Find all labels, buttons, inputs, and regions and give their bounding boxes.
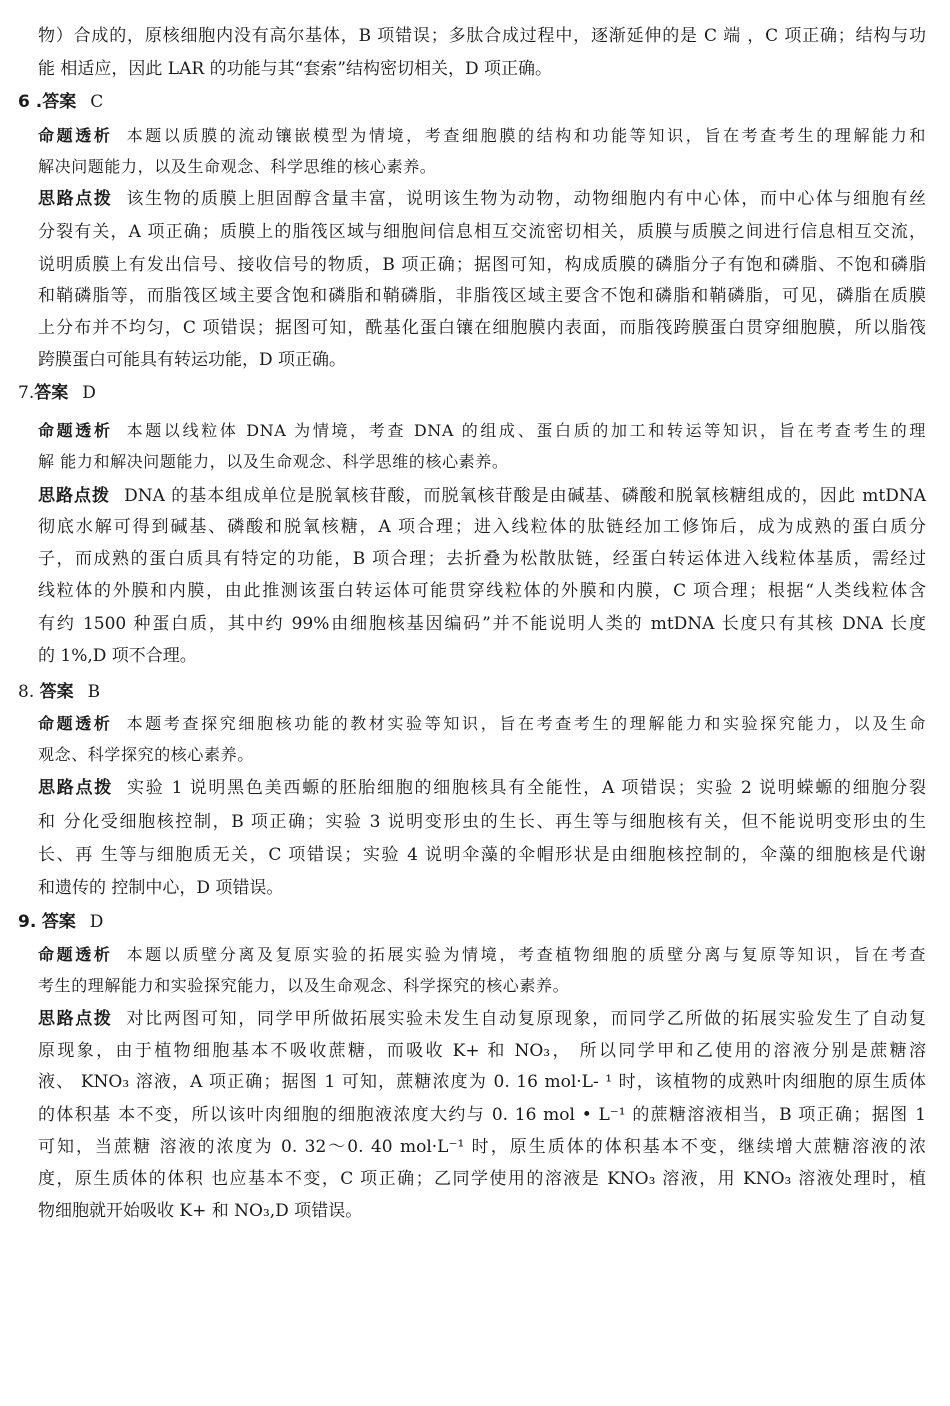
q7-answer-label: 答案 bbox=[34, 383, 69, 403]
q6-purpose-line-2: 解决问题能力，以及生命观念、科学思维的核心素养。 bbox=[38, 157, 437, 176]
q7-hint-label: 思路点拨 bbox=[38, 486, 111, 506]
q8-purpose-line-2: 观念、科学探究的核心素养。 bbox=[38, 745, 254, 764]
intro-line-1: 物）合成的，原核细胞内没有高尔基体，B 项错误；多肽合成过程中，逐渐延伸的是 C 端 ，C 项正确；结构与功 bbox=[38, 26, 926, 46]
q8-answer-label: 答案 bbox=[39, 682, 74, 702]
q7-purpose-line-2: 解 能力和解决问题能力，以及生命观念、科学思维的核心素养。 bbox=[38, 452, 509, 471]
q6-answer-row: 6 .答案 C bbox=[18, 92, 104, 112]
q9-purpose-label: 命题透析 bbox=[38, 945, 113, 964]
q9-answer-value: D bbox=[89, 912, 104, 932]
q7-answer-value: D bbox=[82, 383, 96, 403]
q7-hint-line-5: 有约 1500 种蛋白质，其中约 99%由细胞核基因编码”并不能说明人类的 mtDNA 长度只有其核 DNA 长度 bbox=[38, 614, 926, 634]
q8-hint-label: 思路点拨 bbox=[38, 778, 113, 798]
q7-hint-line-4: 线粒体的外膜和内膜，由此推测该蛋白转运体可能贯穿线粒体的外膜和内膜，C 项合理；根据“人类线粒体含 bbox=[38, 581, 926, 601]
q9-hint-line-6: 度，原生质体的体积 也应基本不变，C 项正确；乙同学使用的溶液是 KNO₃ 溶液，用 KNO₃ 溶液处理时，植 bbox=[38, 1169, 926, 1189]
q7-hint-line-6: 的 1%,D 项不合理。 bbox=[38, 646, 197, 666]
q8-hint-line-3: 长、再 生等与细胞质无关，C 项错误；实验 4 说明伞藻的伞帽形状是由细胞核控制的，伞藻的细胞核是代谢 bbox=[38, 845, 926, 865]
q8-hint-line-1: 思路点拨 实验 1 说明黑色美西螈的胚胎细胞的细胞核具有全能性，A 项错误；实验 2 说明蝾螈的细胞分裂 bbox=[38, 778, 926, 798]
q9-hint-line-7: 物细胞就开始吸收 K+ 和 NO₃,D 项错误。 bbox=[38, 1201, 363, 1221]
q6-purpose-label: 命题透析 bbox=[38, 126, 113, 145]
q7-purpose-line-1: 命题透析 本题以线粒体 DNA 为情境，考查 DNA 的组成、蛋白质的加工和转运等知识，旨在考查考生的理 bbox=[38, 421, 926, 440]
q9-hint-line-4: 的体积基 本不变，所以该叶肉细胞的细胞液浓度大约与 0. 16 mol • L⁻¹ 的蔗糖溶液相当，B 项正确；据图 1 bbox=[38, 1105, 926, 1125]
q8-hint-line-2: 和 分化受细胞核控制，B 项正确；实验 3 说明变形虫的生长、再生等与细胞核有关，但不能说明变形虫的生 bbox=[38, 812, 926, 832]
q6-hint-line-1: 思路点拨 该生物的质膜上胆固醇含量丰富，说明该生物为动物，动物细胞内有中心体，而中心体与细胞有丝 bbox=[38, 189, 927, 209]
q8-purpose-label: 命题透析 bbox=[38, 714, 113, 733]
q6-hint-line-6: 跨膜蛋白可能具有转运功能，D 项正确。 bbox=[38, 350, 347, 370]
q9-hint-line-3: 液、 KNO₃ 溶液，A 项正确；据图 1 可知，蔗糖浓度为 0. 16 mol·L- ¹ 时，该植物的成熟叶肉细胞的原生质体 bbox=[38, 1072, 926, 1092]
q8-answer-value: B bbox=[87, 682, 101, 702]
q7-hint-line-3: 子，而成熟的蛋白质具有特定的功能，B 项合理；去折叠为松散肽链，经蛋白转运体进入线粒体基质，需经过 bbox=[38, 549, 926, 569]
q9-hint-line-5: 可知，当蔗糖 溶液的浓度为 0. 32～0. 40 mol·L⁻¹ 时，原生质体的体积基本不变，继续增大蔗糖溶液的浓 bbox=[38, 1137, 926, 1157]
q9-answer-row bbox=[18, 912, 103, 932]
q7-number: 7. bbox=[18, 383, 35, 403]
q6-purpose-line-1: 命题透析 本题以质膜的流动镶嵌模型为情境，考查细胞膜的结构和功能等知识，旨在考查考生的理解能力和 bbox=[38, 126, 926, 145]
q7-purpose-label: 命题透析 bbox=[38, 421, 113, 440]
q6-hint-line-3: 说明质膜上有发出信号、接收信号的物质，B 项正确；据图可知，构成质膜的磷脂分子有饱和磷脂、不饱和磷脂 bbox=[38, 255, 926, 275]
q8-answer-row bbox=[18, 682, 100, 702]
q9-hint-label: 思路点拨 bbox=[38, 1009, 113, 1029]
q6-hint-line-4: 和鞘磷脂等，而脂筏区域主要含饱和磷脂和鞘磷脂，非脂筏区域主要含不饱和磷脂和鞘磷脂，可见，磷脂在质膜 bbox=[38, 286, 926, 306]
q6-hint-label: 思路点拨 bbox=[38, 189, 113, 209]
q8-purpose-line-1: 命题透析 本题考查探究细胞核功能的教材实验等知识，旨在考查考生的理解能力和实验探究能力，以及生命 bbox=[38, 714, 926, 733]
q8-hint-line-4: 和遗传的 控制中心，D 项错误。 bbox=[38, 878, 284, 898]
q7-hint-line-1: 思路点拨 DNA 的基本组成单位是脱氧核苷酸，而脱氧核苷酸是由碱基、磷酸和脱氧核糖组成的，因此 mtDNA bbox=[38, 486, 926, 506]
intro-line-2: 能 相适应，因此 LAR 的功能与其“套索”结构密切相关，D 项正确。 bbox=[38, 59, 552, 79]
q6-hint-line-5: 上分布并不均匀，C 项错误；据图可知，酰基化蛋白镶在细胞膜内表面，而脂筏跨膜蛋白贯穿细胞膜，所以脂筏 bbox=[38, 318, 926, 338]
q9-hint-line-1: 思路点拨 对比两图可知，同学甲所做拓展实验未发生自动复原现象，而同学乙所做的拓展实验发生了自动复 bbox=[38, 1009, 927, 1029]
q9-answer-label: 答案 bbox=[41, 912, 76, 932]
q6-number: 6 bbox=[18, 92, 30, 112]
q8-number: 8. bbox=[18, 682, 35, 702]
q6-answer-label: 答案 bbox=[42, 92, 77, 112]
q7-answer-row bbox=[18, 383, 96, 403]
q6-hint-line-2: 分裂有关，A 项正确；质膜上的脂筏区域与细胞间信息相互交流密切相关，质膜与质膜之间进行信息相互交流， bbox=[38, 222, 926, 242]
q7-hint-line-2: 彻底水解可得到碱基、磷酸和脱氧核糖，A 项合理；进入线粒体的肽链经加工修饰后，成为成熟的蛋白质分 bbox=[38, 517, 926, 537]
q6-answer-value: C bbox=[90, 92, 104, 112]
q9-purpose-line-2: 考生的理解能力和实验探究能力，以及生命观念、科学探究的核心素养。 bbox=[38, 976, 570, 995]
q9-purpose-line-1: 命题透析 本题以质壁分离及复原实验的拓展实验为情境，考查植物细胞的质壁分离与复原等知识，旨在考查 bbox=[38, 945, 926, 964]
q9-number: 9. bbox=[18, 912, 37, 932]
q9-hint-line-2: 原现象，由于植物细胞基本不吸收蔗糖，而吸收 K+ 和 NO₃， 所以同学甲和乙使用的溶液分别是蔗糖溶 bbox=[38, 1041, 926, 1061]
